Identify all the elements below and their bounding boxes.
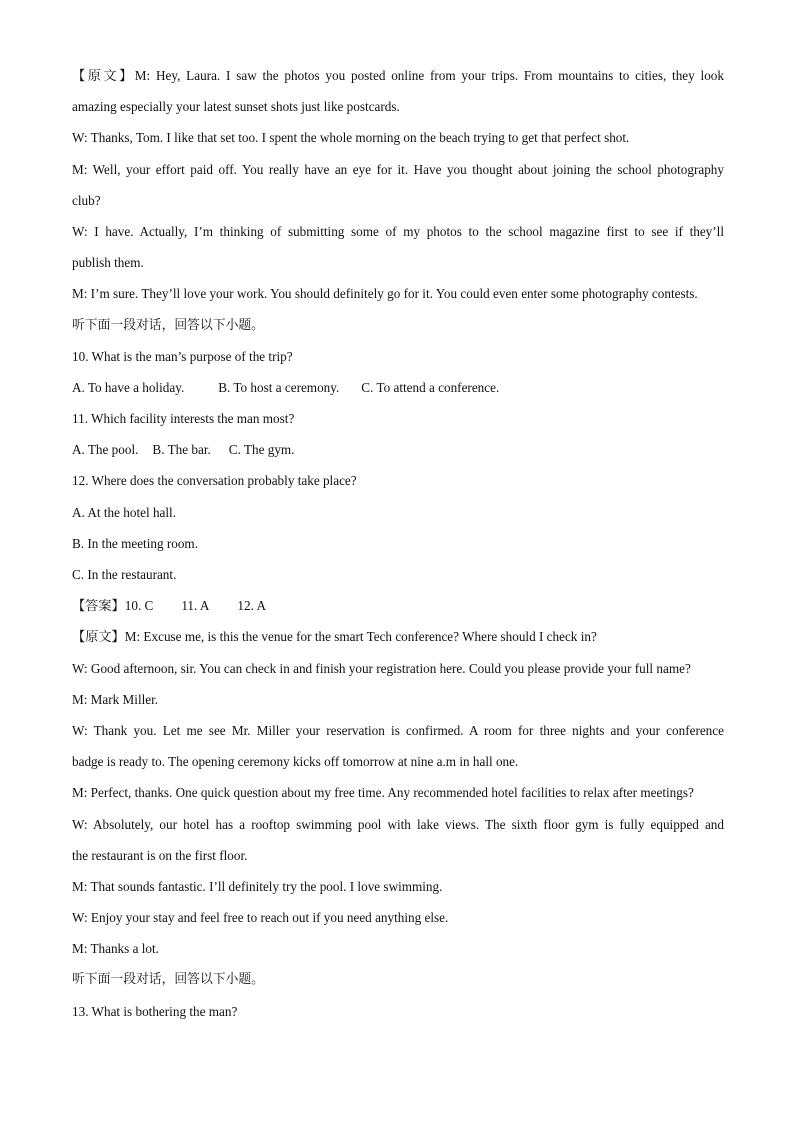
question-11-option-b: B. The bar. (152, 442, 211, 458)
section-intro-2: 听下面一段对话，回答以下小题。 (72, 972, 264, 988)
passage1-line-6: W: I have. Actually, I’m thinking of submitting some of my photos to the school magazine first to see if they’ll (72, 223, 724, 239)
passage1-line-8: M: I’m sure. They’ll love your work. You should definitely go for it. You could even enter some photography contests. (72, 286, 698, 302)
question-10-options (72, 372, 724, 403)
question-10-option-b: B. To host a ceremony. (218, 379, 340, 395)
passage1-line-3: W: Thanks, Tom. I like that set too. I spent the whole morning on the beach trying to get that perfect shot. (72, 130, 630, 146)
passage2-line-10: W: Enjoy your stay and feel free to reach out if you need anything else. (72, 910, 449, 926)
question-11-options (72, 434, 724, 465)
question-12-stem: 12. Where does the conversation probably take place? (72, 473, 357, 489)
question-10-stem: 10. What is the man’s purpose of the trip? (72, 348, 293, 364)
question-11-option-c: C. The gym. (228, 442, 295, 458)
question-10-option-a: A. To have a holiday. (72, 379, 185, 395)
passage2-line-5: badge is ready to. The opening ceremony kicks off tomorrow at nine a.m in hall one. (72, 754, 519, 770)
question-10-option-c: C. To attend a conference. (361, 379, 500, 395)
passage2-line-6: M: Perfect, thanks. One quick question about my free time. Any recommended hotel facilities to relax after meetings? (72, 785, 694, 801)
answers-label: 【答案】 (72, 598, 125, 614)
question-13-stem: 13. What is bothering the man? (72, 1003, 238, 1019)
passage2-line-3: M: Mark Miller. (72, 691, 159, 707)
question-12-option-a: A. At the hotel hall. (72, 504, 177, 520)
passage2-line-8: the restaurant is on the first floor. (72, 847, 248, 863)
passage2-line-2: W: Good afternoon, sir. You can check in and finish your registration here. Could you please provide your full name? (72, 660, 691, 676)
passage1-line-5: club? (72, 192, 101, 208)
answers-line (72, 590, 724, 621)
section-intro: 听下面一段对话，回答以下小题。 (72, 317, 264, 333)
passage2-line-1: 【原文】M: Excuse me, is this the venue for the smart Tech conference? Where should I check in? (72, 629, 597, 645)
question-11-option-a: A. The pool. (72, 442, 139, 458)
passage2-line-4: W: Thank you. Let me see Mr. Miller your reservation is confirmed. A room for three nights and your conference (72, 722, 724, 738)
question-11-stem: 11. Which facility interests the man most? (72, 411, 295, 427)
passage1-line-1: 【原文】M: Hey, Laura. I saw the photos you posted online from your trips. From mountains to cities, they look (72, 68, 724, 83)
answer-12: 12. A (237, 598, 266, 614)
passage2-line-11: M: Thanks a lot. (72, 941, 159, 957)
document-page (72, 60, 724, 1027)
passage2-line-7: W: Absolutely, our hotel has a rooftop swimming pool with lake views. The sixth floor gym is fully equipped and (72, 816, 724, 832)
question-12-option-c: C. In the restaurant. (72, 567, 177, 582)
passage1-line-4: M: Well, your effort paid off. You really have an eye for it. Have you thought about joining the school photography (72, 161, 724, 177)
answer-11: 11. A (181, 598, 210, 614)
passage1-line-7: publish them. (72, 255, 144, 271)
passage2-line-9: M: That sounds fantastic. I’ll definitely try the pool. I love swimming. (72, 878, 443, 894)
question-12-option-b: B. In the meeting room. (72, 535, 198, 551)
answer-10: 10. C (124, 598, 154, 614)
passage1-line-2: amazing especially your latest sunset shots just like postcards. (72, 99, 400, 115)
